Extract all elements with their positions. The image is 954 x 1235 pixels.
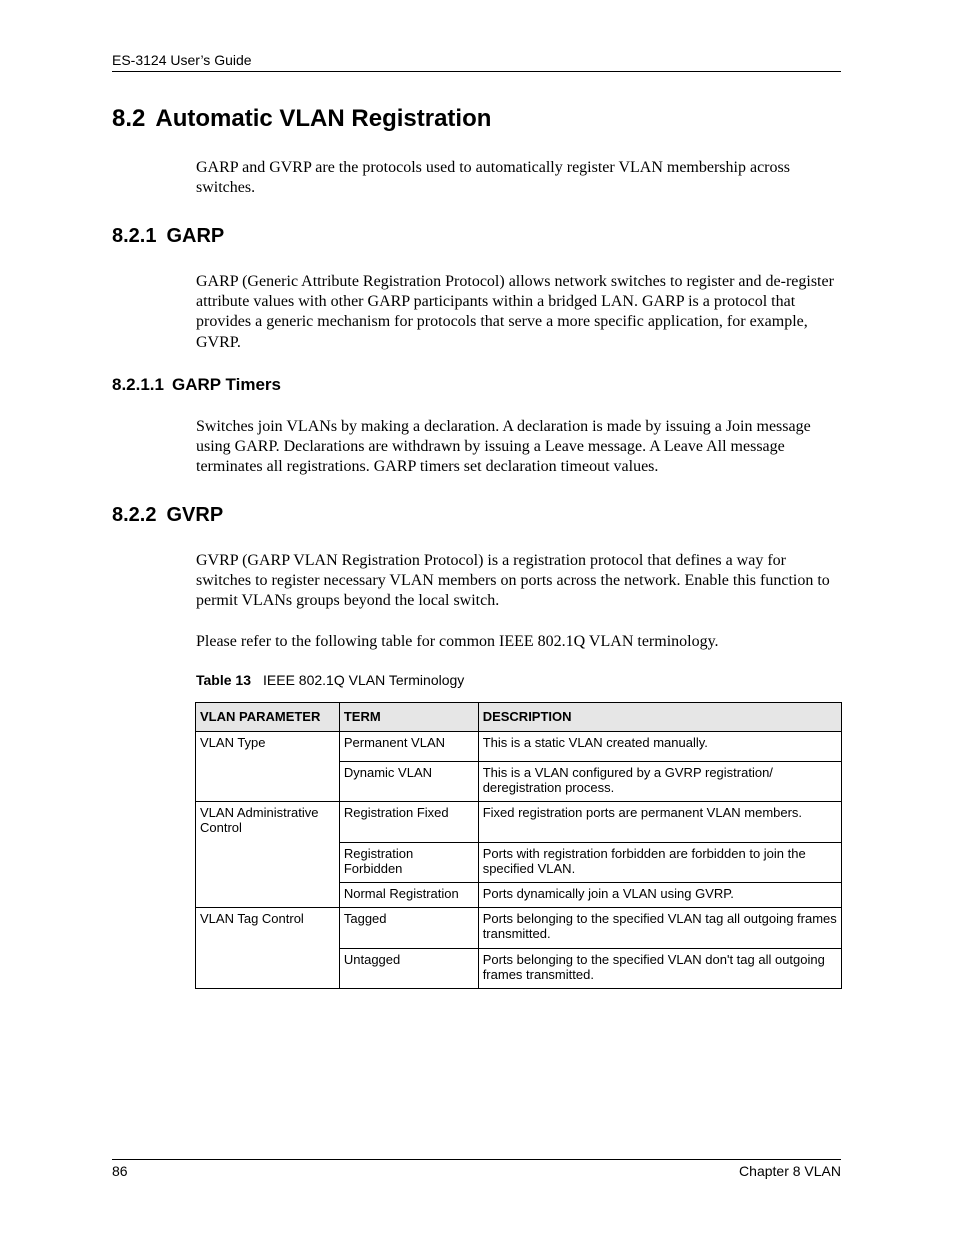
parameter-cell: VLAN Administrative Control bbox=[196, 802, 340, 908]
table-row bbox=[196, 802, 842, 843]
description-cell: Ports belonging to the specified VLAN don't tag all outgoing frames transmitted. bbox=[478, 949, 841, 989]
description-cell: Ports belonging to the specified VLAN tag all outgoing frames transmitted. bbox=[478, 908, 841, 949]
table-caption-text: IEEE 802.1Q VLAN Terminology bbox=[263, 672, 465, 688]
parameter-cell: VLAN Tag Control bbox=[196, 908, 340, 989]
gvrp-title: GVRP bbox=[166, 504, 224, 526]
term-cell: Registration Fixed bbox=[339, 802, 478, 843]
table-header-row bbox=[196, 703, 842, 732]
description-cell: Ports dynamically join a VLAN using GVRP. bbox=[478, 883, 841, 908]
garp-body: GARP (Generic Attribute Registration Protocol) allows network switches to register and de-register attribute values with other GARP participants within a bridged LAN. GARP is a protocol that provides a generic mechanism for protocols that serve a more specific application, for example, GVRP. bbox=[196, 273, 834, 351]
guide-title: ES-3124 User’s Guide bbox=[112, 52, 252, 68]
gvrp-table-reference: Please refer to the following table for common IEEE 802.1Q VLAN terminology. bbox=[196, 633, 719, 650]
table-row bbox=[196, 908, 842, 949]
page-number: 86 bbox=[112, 1163, 128, 1179]
gvrp-number: 8.2.2 bbox=[112, 504, 157, 526]
table-caption bbox=[196, 671, 464, 689]
term-cell: Permanent VLAN bbox=[339, 732, 478, 762]
garp-timers-title: GARP Timers bbox=[172, 375, 281, 394]
header-vlan-parameter: VLAN PARAMETER bbox=[196, 703, 340, 732]
section-number: 8.2 bbox=[112, 105, 146, 132]
header-description: DESCRIPTION bbox=[478, 703, 841, 732]
gvrp-heading bbox=[112, 503, 223, 527]
garp-title: GARP bbox=[166, 225, 225, 247]
parameter-cell: VLAN Type bbox=[196, 732, 340, 802]
running-footer bbox=[112, 1159, 841, 1180]
description-cell: Ports with registration forbidden are forbidden to join the specified VLAN. bbox=[478, 843, 841, 883]
header-term: TERM bbox=[339, 703, 478, 732]
garp-timers-heading bbox=[112, 375, 281, 395]
garp-timers-body: Switches join VLANs by making a declaration. A declaration is made by issuing a Join message using GARP. Declarations are withdrawn by issuing a Leave message. A Leave All message terminates all registrations. GARP timers set declaration timeout values. bbox=[196, 418, 811, 476]
table-row bbox=[196, 732, 842, 762]
gvrp-body: GVRP (GARP VLAN Registration Protocol) is a registration protocol that defines a way for switches to register necessary VLAN members on ports across the network. Enable this function to permit VLANs groups beyond the local switch. bbox=[196, 552, 830, 610]
garp-heading bbox=[112, 224, 224, 248]
vlan-terminology-table bbox=[195, 702, 842, 989]
term-cell: Untagged bbox=[339, 949, 478, 989]
table-caption-label: Table 13 bbox=[196, 672, 251, 688]
term-cell: Tagged bbox=[339, 908, 478, 949]
chapter-label: Chapter 8 VLAN bbox=[739, 1163, 841, 1179]
description-cell: Fixed registration ports are permanent VLAN members. bbox=[478, 802, 841, 843]
garp-timers-number: 8.2.1.1 bbox=[112, 375, 164, 394]
term-cell: Normal Registration bbox=[339, 883, 478, 908]
section-heading bbox=[112, 104, 491, 134]
term-cell: Registration Forbidden bbox=[339, 843, 478, 883]
description-cell: This is a VLAN configured by a GVRP registration/ deregistration process. bbox=[478, 762, 841, 802]
description-cell: This is a static VLAN created manually. bbox=[478, 732, 841, 762]
running-header bbox=[112, 52, 841, 72]
section-title: Automatic VLAN Registration bbox=[155, 105, 492, 132]
section-intro: GARP and GVRP are the protocols used to automatically register VLAN membership across switches. bbox=[196, 159, 790, 197]
term-cell: Dynamic VLAN bbox=[339, 762, 478, 802]
garp-number: 8.2.1 bbox=[112, 225, 157, 247]
